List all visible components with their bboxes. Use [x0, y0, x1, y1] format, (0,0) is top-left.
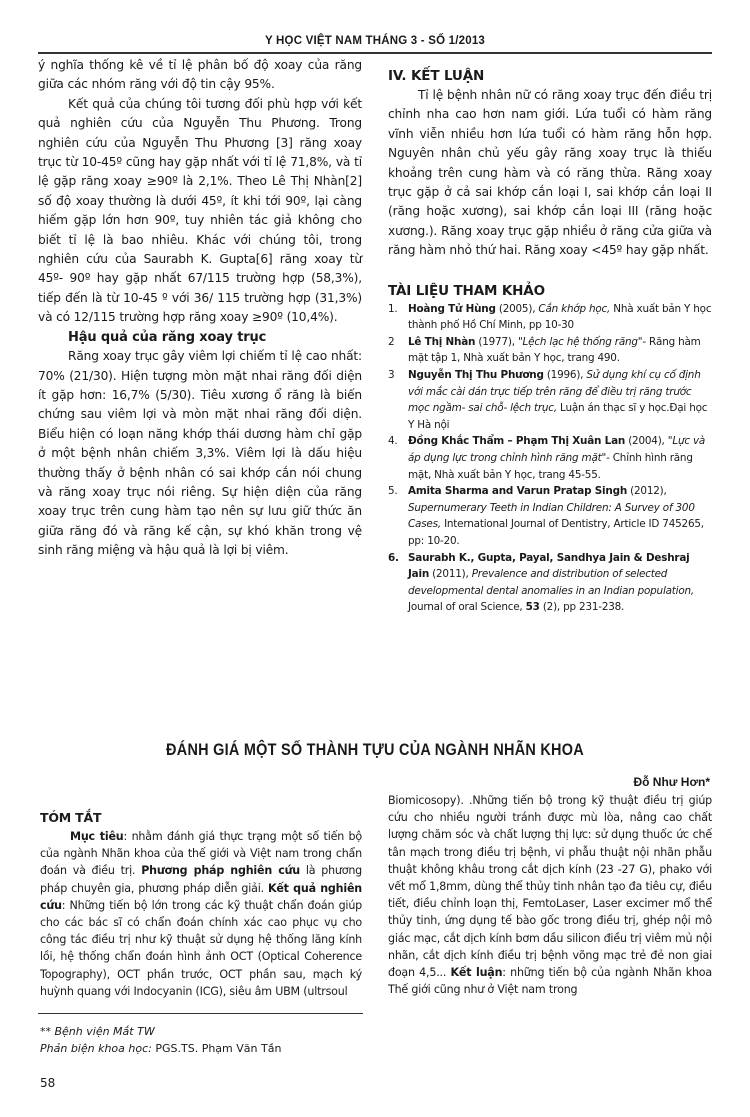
reference-number: 2 — [388, 335, 395, 348]
article-title: ĐÁNH GIÁ MỘT SỐ THÀNH TỰU CỦA NGÀNH NHÃN KHOA — [166, 740, 584, 759]
affiliation: ** Bệnh viện Mắt TW — [40, 1025, 155, 1038]
page-number: 58 — [40, 1076, 56, 1090]
reference-source: (2), pp 231-238. — [542, 601, 625, 614]
reference-item — [388, 367, 712, 433]
reference-item — [388, 550, 712, 616]
reference-source: Nhà xuất bản Y học thành phố Hồ Chí Minh, pp 10-30 — [408, 302, 712, 332]
reference-author: Lê Thị Nhàn — [408, 335, 476, 348]
method-text: là phương pháp chuyên gia, phương pháp diễn giải. — [40, 864, 363, 895]
reference-number: 6. — [388, 551, 399, 564]
reference-year: (2005), — [498, 302, 536, 315]
reference-year: (1996), — [546, 369, 584, 382]
reference-source: Răng hàm mặt tập 1, Nhà xuất bản Y học, trang 490. — [408, 335, 701, 365]
reference-source: International Journal of Dentistry, Article ID 745265, pp: 10-20. — [408, 518, 704, 547]
reference-number: 4. — [388, 435, 398, 448]
left-column — [38, 56, 362, 561]
reference-author: Đồng Khắc Thẩm – Phạm Thị Xuân Lan — [408, 435, 626, 448]
reference-item — [388, 301, 712, 334]
reference-volume: 53 — [525, 601, 540, 614]
reference-title: Cắn khớp học, — [538, 302, 611, 315]
references-heading: TÀI LIỆU THAM KHẢO — [388, 282, 545, 299]
reference-year: (2012), — [630, 485, 667, 498]
paragraph: Kết quả của chúng tôi tương đối phù hợp với kết quả nghiên cứu của Nguyễn Thu Phương. Trong nghiên cứu của Nguyễn Thu Phương [3] răng xoay trục từ 10-45º cũng hay gặp nhất với tỉ lệ 71,8%, và tỉ lệ gặp răng xoay ≥90º là 2,1%. Theo Lê Thị Nhàn[2] số độ xoay thường là dưới 45º, ít khi tới 90º, lại càng hiếm gặp lớn hơn 90º, tuy nhiên tác giả không cho biết tỉ lệ là bao nhiêu. Khác với chúng tôi, trong nghiên cứu của Saurabh K. Gupta[6] răng xoay từ 45º- 90º hay gặp nhất 67/115 trường hợp (58,3%), tiếp đến là từ 10-45 º với 36/ 115 trường hợp (31,3%) và có 12/115 trường hợp răng xoay ≥90º (10,4%). — [38, 96, 362, 325]
footnote — [40, 1023, 281, 1057]
reference-title: Sử dụng khí cụ cố định với mắc cài dán trực tiếp trên răng để điều trị răng trước mọc ngầm- sai chỗ- lệch trục, — [408, 369, 701, 415]
reference-number: 5. — [388, 485, 398, 498]
conclusion-paragraph: Tỉ lệ bệnh nhân nữ có răng xoay trục đến điều trị chỉnh nha cao hơn nam giới. Lứa tuổi có hàm răng vĩnh viễn nhiều hơn lứa tuổi có hàm răng hỗn hợp. Nguyên nhân chủ yếu gây răng xoay trục là thiếu khoảng trên cung hàm và có răng thừa. Răng xoay trục gặp ở cả sai khớp cắn loại I, sai khớp cắn loại II (răng hoặc xương), sai khớp cắn loại III (răng hoặc xương.). Răng xoay trục gặp nhiều ở răng cửa giữa và răng hàm nhỏ thứ hai. Răng xoay <45º hay gặp nhất. — [388, 88, 712, 258]
footnote-rule — [38, 1013, 363, 1014]
reviewer-label: Phản biện khoa học: — [40, 1042, 152, 1055]
reference-title: Prevalence and distribution of selected developmental dental anomalies in an Indian population, — [408, 568, 695, 597]
conclusion-label: Kết luận — [450, 966, 503, 980]
reference-title: "Lệch lạc hệ thống răng"- — [517, 335, 646, 348]
results-label: Kết quả nghiên cứu — [40, 881, 362, 912]
abstract-right — [388, 792, 712, 998]
objective-text: : nhằm đánh giá thực trạng một số tiến bộ của ngành Nhãn khoa của thế giới và Việt nam trong chẩn đoán và điều trị. — [40, 830, 362, 878]
paragraph: Răng xoay trục gây viêm lợi chiếm tỉ lệ cao nhất: 70% (21/30). Hiện tượng mòn mặt nhai răng đối diện ít gặp hơn: 16,7% (5/30). Tiêu xương ổ răng là biến chứng sau viêm lợi và mòn mặt nhai răng đối diện. Biểu hiện có loạn năng khớp thái dương hàm chỉ gặp ở một bệnh nhân chiếm 3,3%. Viêm lợi là dấu hiệu thường thấy ở bệnh nhân có sai khớp cắn nói chung và răng xoay trục nói riêng. Sự hiện diện của răng xoay trục trên cung hàm tạo nên sự lưu giữ thức ăn giữa răng đó và răng kế cận, sự khó khăn trong vệ sinh răng miệng và hậu quả là lợi bị viêm. — [38, 349, 362, 558]
method-label: Phương pháp nghiên cứu — [141, 864, 301, 878]
abstract-left — [40, 808, 362, 1000]
reference-author: Amita Sharma and Varun Pratap Singh — [408, 485, 628, 498]
reference-number: 1. — [388, 302, 398, 315]
reference-source: Chỉnh hình răng mặt, Nhà xuất bản Y học, trang 45-55. — [408, 452, 693, 481]
results-text: : Những tiến bộ lớn trong các kỹ thuật chẩn đoán giúp cho các bác sĩ có chẩn đoán chính xác cao phục vụ cho công tác điều trị như kỹ thuật sử dụng hệ thống lăng kính lồi, hệ thống chẩn đoán hình ảnh OCT (Optical Coherence Topography), OCT phần trước, OCT phần sau, mạch ký huỳnh quang với Indocyanin (ICG), siêu âm UBM (ultrsoul — [40, 898, 362, 998]
reference-author: Nguyễn Thị Thu Phương — [408, 369, 544, 382]
reference-list — [388, 301, 712, 616]
reference-title: "Lực và áp dụng lực trong chỉnh hình răng mặt"- — [408, 435, 706, 464]
results-text-continued: Biomicosopy). .Những tiến bộ trong kỹ thuật điều trị giúp cứu cho nhiều người tránh được mù lòa, nâng cao chất lượng chăm sóc và chất lượng thị lực: sử dụng thuốc ức chế tân mạch trong điều trị bệnh, vi phẫu thuật nội nhãn phẫu thuật không khâu trong cắt dịch kính (23 -27 G), phako với vết mổ 1,8mm, dùng thể thủy tinh nhân tạo đa tiêu cự, điều tiết, điều chỉnh loạn thị, FemtoLaser, Laser excimer mổ thể thủy tinh, ứng dụng tế bào gốc trong điều trị, ghép nội mô giác mạc, cắt dịch kính bơm dầu silicon điều trị viêm mủ nội nhãn, cắt dịch kính điều trị bệnh võng mạc trẻ đẻ non giai đoạn 4,5... — [388, 794, 712, 980]
reference-item — [388, 334, 712, 367]
objective-label: Mục tiêu — [70, 830, 124, 843]
paragraph: ý nghĩa thống kê về tỉ lệ phân bố độ xoay của răng giữa các nhóm răng với độ tin cậy 95%. — [38, 58, 362, 92]
header-rule — [38, 52, 712, 54]
reference-item — [388, 483, 712, 549]
conclusion-text: : những tiến bộ của ngành Nhãn khoa Thế giới cũng như ở Việt nam trong — [388, 966, 712, 997]
subheading: Hậu quả của răng xoay trục — [68, 329, 267, 345]
reference-year: (1977), — [478, 335, 515, 348]
reference-year: (2004), — [628, 435, 665, 448]
abstract-heading: TÓM TẮT — [40, 810, 102, 825]
reference-year: (2011), — [432, 568, 469, 581]
reference-title: Supernumerary Teeth in Indian Children: A Survey of 300 Cases, — [408, 501, 695, 531]
reference-item — [388, 433, 712, 483]
reference-journal: Journal of oral Science, — [408, 601, 523, 614]
running-header: Y HỌC VIỆT NAM THÁNG 3 - SỐ 1/2013 — [264, 35, 486, 47]
article-author: Đỗ Như Hơn* — [633, 775, 710, 789]
reviewer-name: PGS.TS. Phạm Văn Tần — [155, 1042, 282, 1055]
reference-source: Luận án thạc sĩ y học.Đại học Y Hà nội — [408, 402, 708, 431]
reference-author: Hoàng Tử Hùng — [408, 302, 496, 315]
reference-number: 3 — [388, 369, 395, 382]
reference-author: Saurabh K., Gupta, Payal, Sandhya Jain & Deshraj Jain — [408, 551, 690, 581]
conclusion-heading: IV. KẾT LUẬN — [388, 68, 485, 84]
right-column — [388, 66, 712, 616]
